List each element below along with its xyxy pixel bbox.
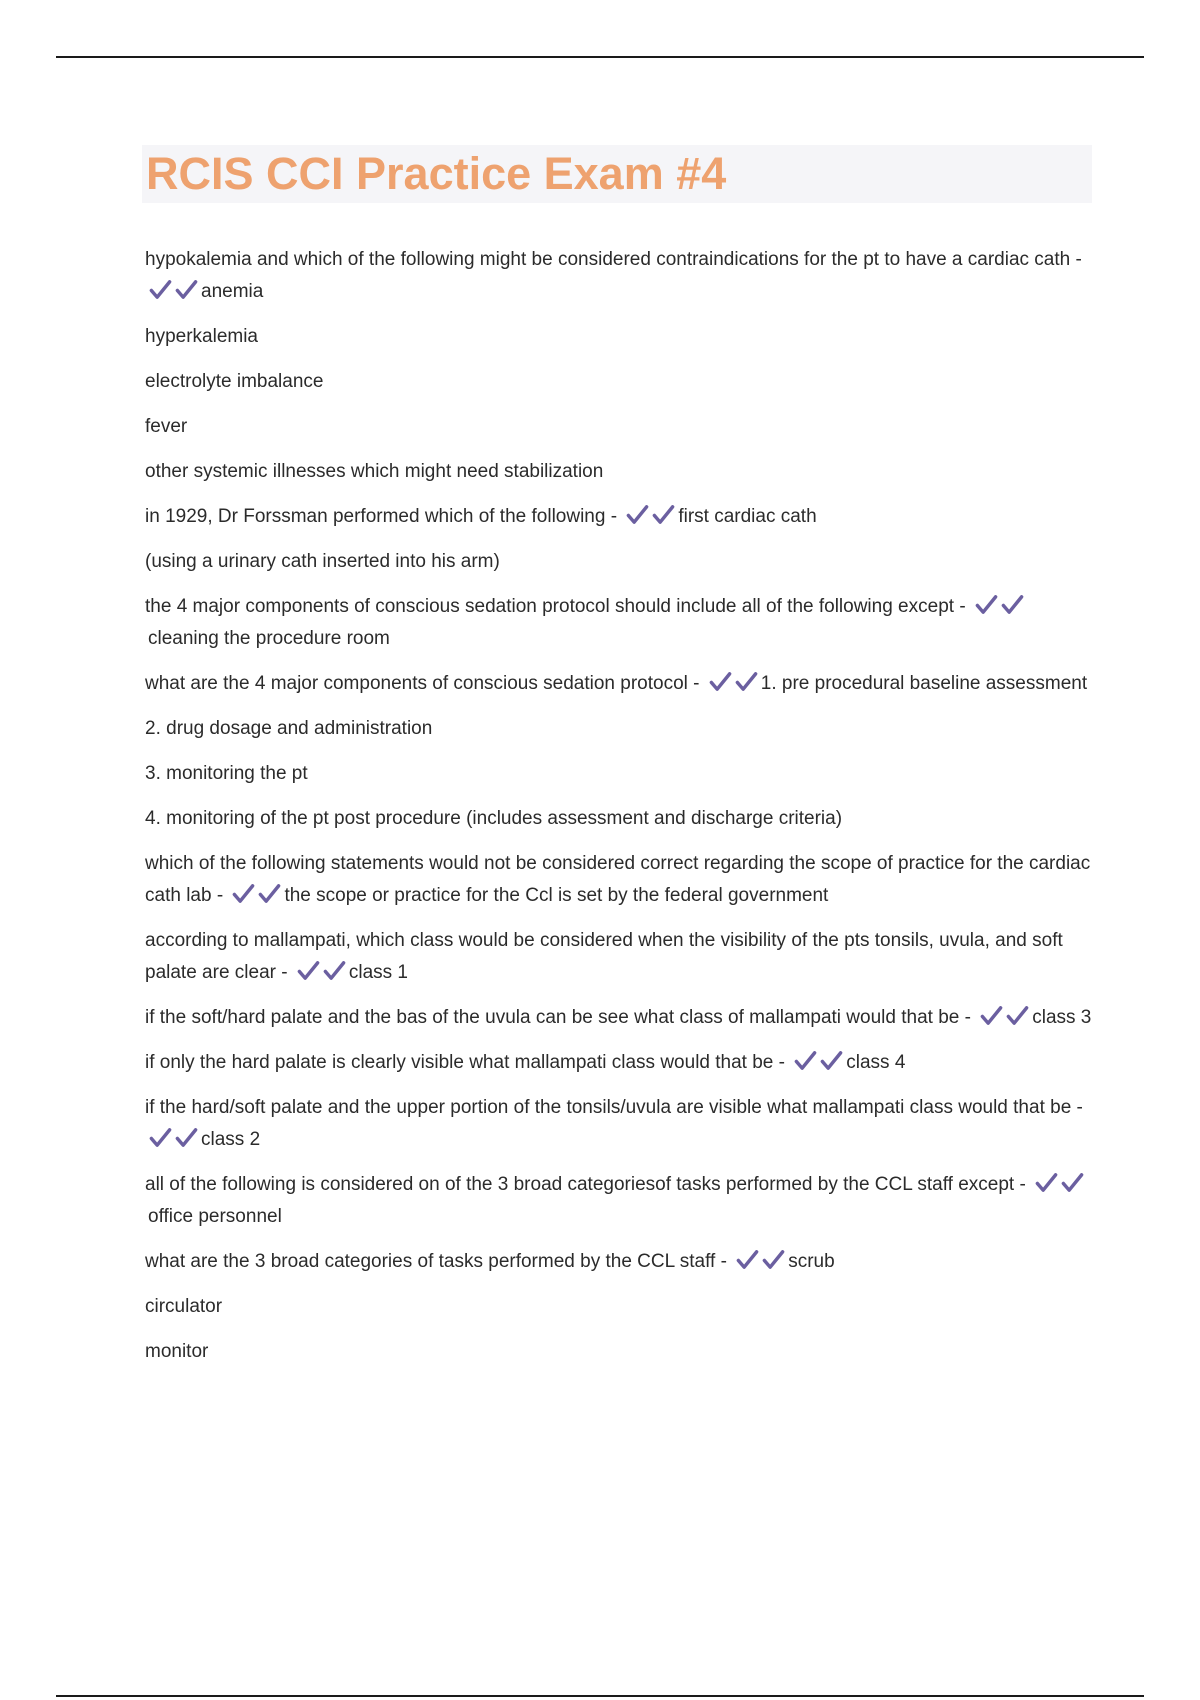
answer-text: cleaning the procedure room — [148, 628, 390, 649]
question-text: what are the 3 broad categories of tasks performed by the CCL staff - — [145, 1251, 727, 1272]
question-paragraph — [145, 1246, 1095, 1278]
question-text: what are the 4 major components of conscious sedation protocol - — [145, 673, 700, 694]
question-paragraph — [145, 848, 1095, 912]
bottom-rule — [56, 1695, 1144, 1697]
paragraph-text: (using a urinary cath inserted into his arm) — [145, 551, 500, 572]
answer-continuation — [145, 411, 1095, 443]
answer-text: class 4 — [846, 1052, 906, 1073]
check-mark-icon — [736, 1249, 759, 1271]
answer-continuation — [145, 321, 1095, 353]
answer-text: class 1 — [348, 962, 408, 983]
check-mark-icon — [1035, 1172, 1058, 1194]
check-mark-icon — [149, 1127, 172, 1149]
question-text: according to mallampati, which class would be considered when the visibility of the pts tonsils, uvula, and soft palate are clear - — [145, 930, 1063, 983]
check-mark-icon — [175, 279, 198, 301]
answer-text: 1. pre procedural baseline assessment — [760, 673, 1088, 694]
question-text: if the soft/hard palate and the bas of the uvula can be see what class of mallampati would that be - — [145, 1007, 971, 1028]
question-text: if only the hard palate is clearly visible what mallampati class would that be - — [145, 1052, 785, 1073]
answer-continuation — [145, 758, 1095, 790]
question-paragraph — [145, 1002, 1095, 1034]
answer-text: first cardiac cath — [678, 506, 817, 527]
paragraph-text: 4. monitoring of the pt post procedure (includes assessment and discharge criteria) — [145, 808, 843, 829]
check-mark-icon — [258, 883, 281, 905]
paragraph-text: 3. monitoring the pt — [145, 763, 308, 784]
question-paragraph — [145, 925, 1095, 989]
question-paragraph — [145, 1047, 1095, 1079]
check-mark-icon — [975, 594, 998, 616]
question-text: in 1929, Dr Forssman performed which of the following - — [145, 506, 618, 527]
answer-continuation — [145, 803, 1095, 835]
question-paragraph — [145, 1092, 1095, 1156]
page-title: RCIS CCI Practice Exam #4 — [146, 148, 727, 199]
check-mark-icon — [1001, 594, 1024, 616]
check-mark-icon — [626, 504, 649, 526]
answer-continuation — [145, 366, 1095, 398]
paragraph-text: other systemic illnesses which might need stabilization — [145, 461, 604, 482]
paragraph-text: circulator — [145, 1296, 223, 1317]
answer-text: class 2 — [201, 1129, 261, 1150]
check-mark-icon — [1006, 1005, 1029, 1027]
check-mark-icon — [297, 960, 320, 982]
answer-text: scrub — [788, 1251, 835, 1272]
question-text: the 4 major components of conscious sedation protocol should include all of the following except - — [145, 596, 966, 617]
question-paragraph — [145, 244, 1095, 308]
paragraph-text: monitor — [145, 1341, 209, 1362]
answer-continuation — [145, 1291, 1095, 1323]
paragraph-text: fever — [145, 416, 188, 437]
question-paragraph — [145, 501, 1095, 533]
answer-continuation — [145, 713, 1095, 745]
check-mark-icon — [232, 883, 255, 905]
check-mark-icon — [149, 279, 172, 301]
question-paragraph — [145, 1169, 1095, 1233]
paragraph-text: hyperkalemia — [145, 326, 258, 347]
paragraph-text: 2. drug dosage and administration — [145, 718, 433, 739]
question-text: which of the following statements would not be considered correct regarding the scope of practice for the cardiac cath lab - — [145, 853, 1091, 906]
check-mark-icon — [735, 671, 758, 693]
check-mark-icon — [820, 1050, 843, 1072]
answer-text: the scope or practice for the Ccl is set by the federal government — [284, 885, 829, 906]
top-rule — [56, 56, 1144, 58]
check-mark-icon — [762, 1249, 785, 1271]
check-mark-icon — [709, 671, 732, 693]
answer-text: class 3 — [1032, 1007, 1092, 1028]
answer-continuation — [145, 456, 1095, 488]
check-mark-icon — [323, 960, 346, 982]
check-mark-icon — [1061, 1172, 1084, 1194]
question-paragraph — [145, 591, 1095, 655]
check-mark-icon — [652, 504, 675, 526]
answer-continuation — [145, 1336, 1095, 1368]
answer-text: anemia — [201, 281, 264, 302]
question-text: if the hard/soft palate and the upper portion of the tonsils/uvula are visible what mallampati class would that be - — [145, 1097, 1083, 1118]
question-text: all of the following is considered on of the 3 broad categoriesof tasks performed by the CCL staff except - — [145, 1174, 1026, 1195]
check-mark-icon — [980, 1005, 1003, 1027]
answer-continuation — [145, 546, 1095, 578]
document-body — [145, 244, 1095, 1381]
check-mark-icon — [175, 1127, 198, 1149]
question-paragraph — [145, 668, 1095, 700]
check-mark-icon — [794, 1050, 817, 1072]
paragraph-text: electrolyte imbalance — [145, 371, 324, 392]
question-text: hypokalemia and which of the following might be considered contraindications for the pt to have a cardiac cath - — [145, 249, 1082, 270]
answer-text: office personnel — [148, 1206, 282, 1227]
